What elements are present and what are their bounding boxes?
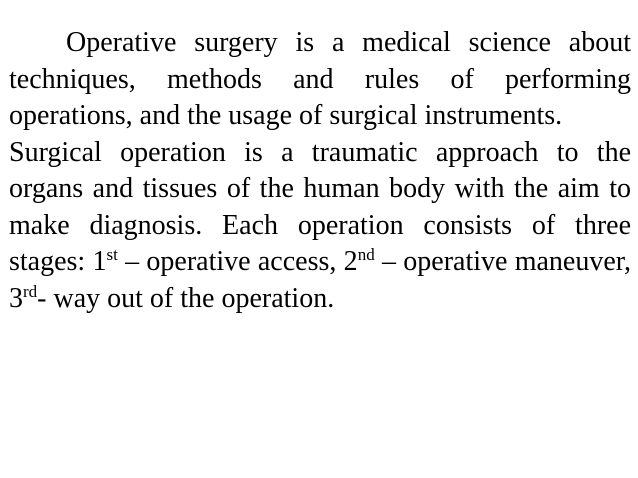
stage-three-text: - way out of the operation. <box>37 282 335 314</box>
stage-two-text: – operative maneuver, 3 <box>9 246 631 314</box>
operation-intro-text: Surgical operation is a traumatic approach to the organs and tissues of the human body with the aim to make diagnosis. Each operation consists of three stages: 1 <box>9 136 631 277</box>
stage-one-text: – operative access, 2 <box>117 246 358 277</box>
definition-paragraph: Operative surgery is a medical science about techniques, methods and rules of performing operations, and the usage of surgical instruments. <box>9 27 631 131</box>
operation-paragraph <box>9 135 631 318</box>
ordinal-suffix-first: st <box>106 245 118 264</box>
slide-text-block <box>9 25 631 317</box>
ordinal-suffix-third: rd <box>23 281 38 301</box>
ordinal-suffix-second: nd <box>357 245 375 264</box>
